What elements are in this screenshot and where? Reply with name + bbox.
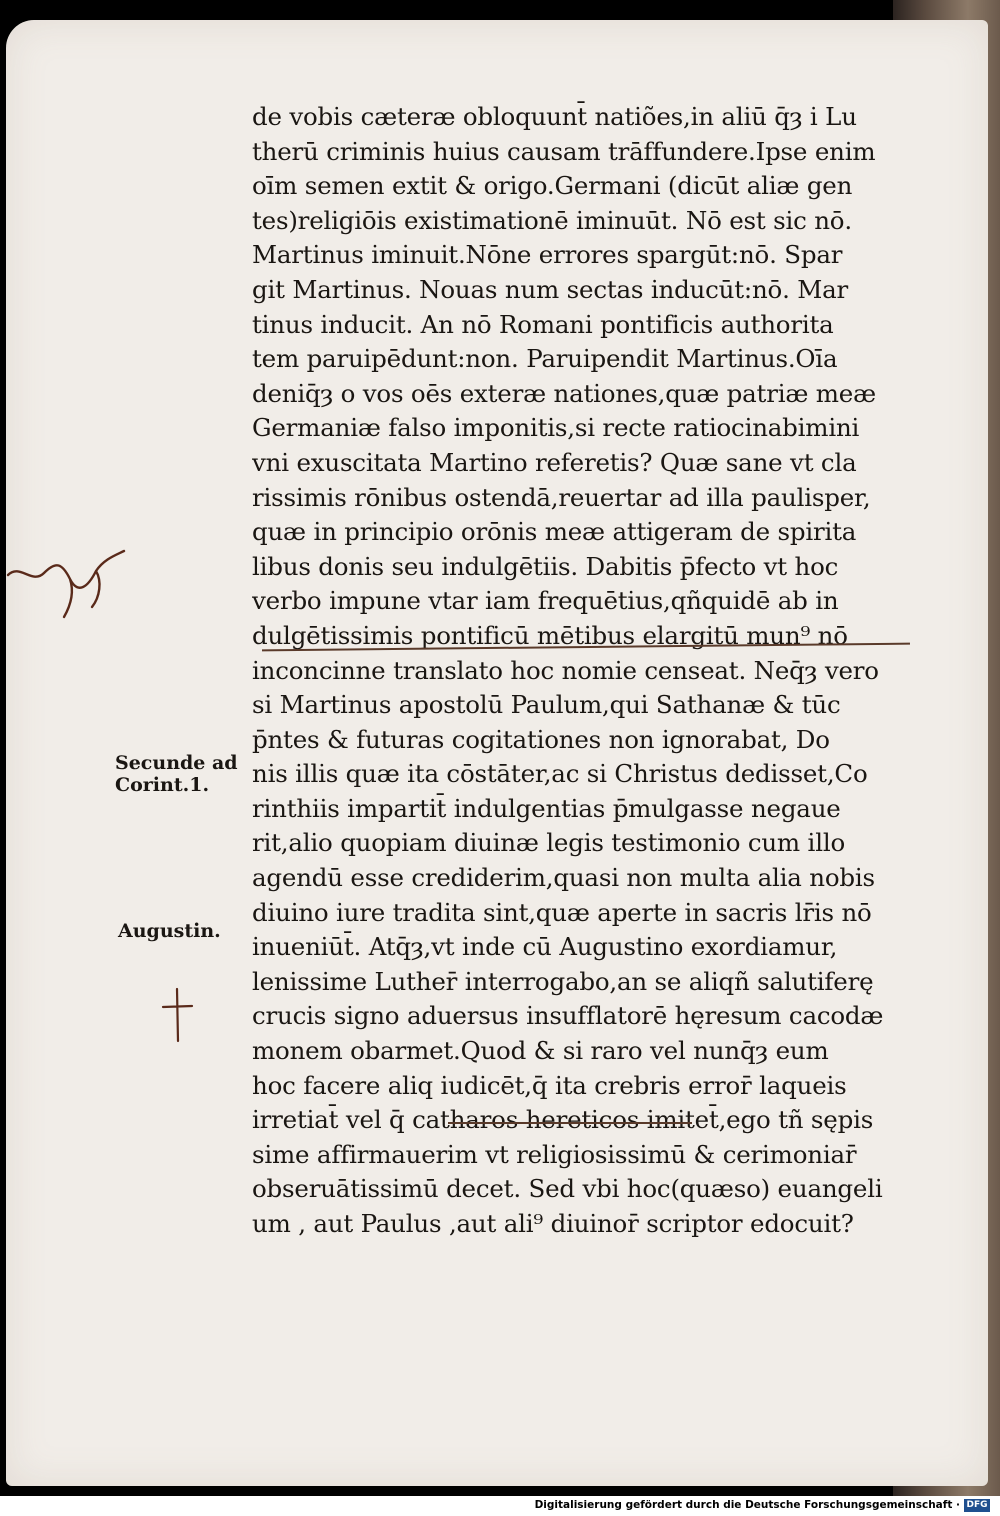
text-line: tinus inducit. An nō Romani pontificis authorita (252, 309, 834, 339)
text-line: p̄ntes & futuras cogitationes non ignorabat, Do (252, 724, 830, 754)
text-line: um , aut Paulus ,aut ali⁹ diuinor̄ scriptor edocuit? (252, 1209, 854, 1238)
text-line: git Martinus. Nouas num sectas inducūt:nō. Mar (252, 274, 849, 304)
text-line: agendū esse crediderim,quasi non multa alia nobis (252, 863, 875, 893)
text-line: de vobis cæteræ obloquunt̄ natiões,in aliū q̄ȝ i Lu (252, 102, 857, 131)
text-line: irretiat̄ vel q̄ catharos hereticos imitet̄,ego tñ sępis (252, 1105, 874, 1135)
text-line: Martinus iminuit.Nōne errores spargūt:nō. Spar (252, 240, 843, 270)
text-line: rinthiis impartit̄ indulgentias p̄mulgasse negaue (252, 793, 841, 823)
text-line: verbo impune vtar iam frequētius,qñquidē ab in (252, 586, 839, 616)
text-line: monem obarmet.Quod & si raro vel nunq̄ȝ eum (252, 1036, 829, 1066)
text-line: therū criminis huius causam trāffundere.Ipse enim (252, 136, 876, 166)
text-line: rit,alio quopiam diuinæ legis testimonio cum illo (252, 828, 846, 858)
margin-note-corinthians (115, 752, 238, 796)
handwritten-cross-icon (160, 985, 194, 1045)
text-line: tes)religiōis existimationē iminuūt. Nō est sic nō. (252, 205, 852, 235)
text-line: lenissime Luther̄ interrogabo,an se aliqñ salutiferę (252, 966, 874, 996)
text-line: vni exuscitata Martino referetis? Quæ sane vt cla (252, 447, 857, 477)
dfg-logo: DFG (964, 1499, 990, 1512)
text-line: tem paruipēdunt:non. Paruipendit Martinus.Oīa (252, 344, 838, 374)
text-line: rissimis rōnibus ostendā,reuertar ad illa paulisper, (252, 482, 871, 512)
text-line: diuino iure tradita sint,quæ aperte in sacris lr̄is nō (252, 897, 872, 927)
text-line: sime affirmauerim vt religiosissimū & cerimoniar̄ (252, 1139, 857, 1169)
margin-note-line: Corint.1. (115, 774, 210, 796)
text-line: quæ in principio orōnis meæ attigeram de spirita (252, 517, 857, 547)
footer-credit: Digitalisierung gefördert durch die Deutsche Forschungsgemeinschaft · (534, 1499, 960, 1511)
text-line: obseruātissimū decet. Sed vbi hoc(quæso) euangeli (252, 1174, 883, 1204)
text-line: deniq̄ȝ o vos oēs exteræ nationes,quæ patriæ meæ (252, 378, 876, 408)
text-line: Germaniæ falso imponitis,si recte ratiocinabimini (252, 413, 860, 443)
text-line: inconcinne translato hoc nomie censeat. Neq̄ȝ vero (252, 655, 879, 685)
handwritten-underline (448, 1122, 692, 1124)
handwritten-scribble-icon (0, 545, 140, 625)
text-line: hoc facere aliq iudicēt,q̄ ita crebris error̄ laqueis (252, 1070, 847, 1100)
text-line: libus donis seu indulgētiis. Dabitis p̄fecto vt hoc (252, 551, 839, 581)
text-line: dulgētissimis pontificū mētibus elargitū mun⁹ nō (252, 620, 848, 650)
text-line: si Martinus apostolū Paulum,qui Sathanæ & tūc (252, 690, 841, 720)
margin-note-line: Secunde ad (115, 752, 238, 774)
text-line: inueniūt̄. Atq̄ȝ,vt inde cū Augustino exordiamur, (252, 932, 838, 962)
body-text (252, 100, 932, 1242)
text-line: nis illis quæ ita cōstāter,ac si Christus dedisset,Co (252, 759, 868, 789)
text-line: oīm semen extit & origo.Germani (dicūt aliæ gen (252, 171, 853, 201)
margin-note-augustin: Augustin. (118, 920, 221, 942)
text-line: crucis signo aduersus insufflatorē hęresum cacodæ (252, 1001, 884, 1031)
